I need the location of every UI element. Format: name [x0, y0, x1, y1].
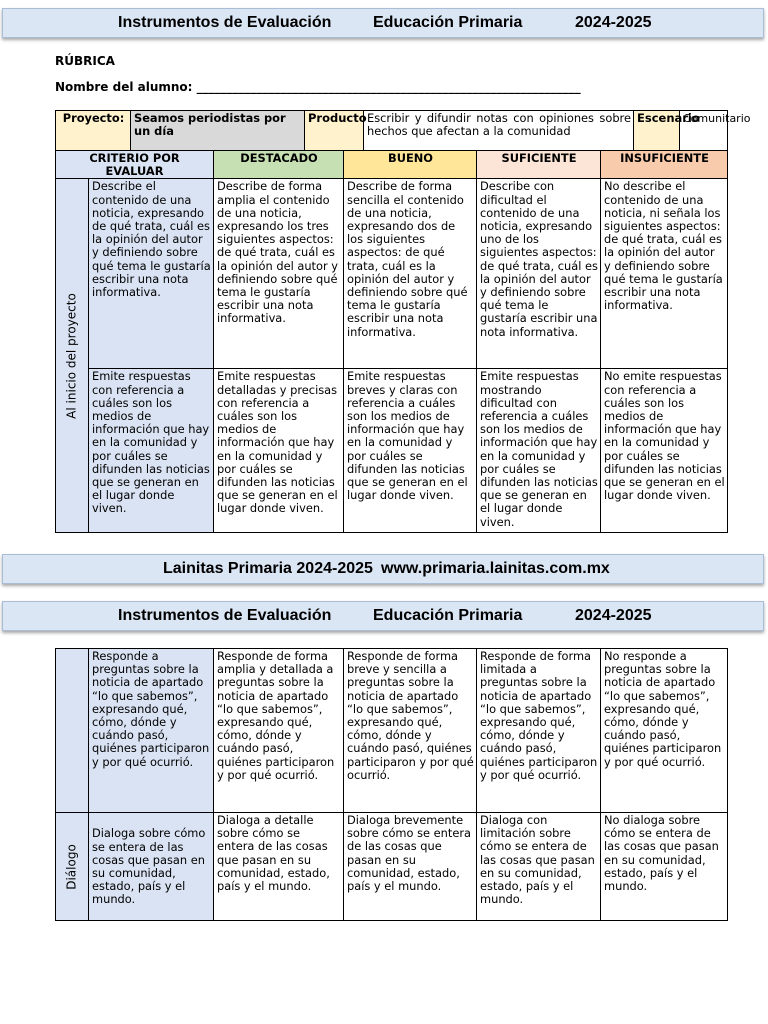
destacado-cell: Emite respuestas detalladas y precisas con referencia a cuáles son los medios de información que hay en la comunidad y por cuáles se difunden las noticias que se generan en el lugar donde viven. [214, 369, 344, 533]
bueno-cell: Describe de forma sencilla el contenido de una noticia, expresando dos de los siguientes aspectos: de qué trata, cuál es la opinión del autor y definiendo sobre qué tema le gustaría escribir una nota informativa. [344, 179, 477, 369]
column-header-insuficiente: INSUFICIENTE [601, 151, 728, 179]
section-label-cell [56, 179, 89, 533]
table-row [56, 369, 728, 533]
header-title: Instrumentos de Evaluación [118, 607, 332, 624]
suficiente-cell: Describe con dificultad el contenido de una noticia, expresando uno de los siguientes aspectos: de qué trata, cuál es la opinión del autor y definiendo sobre qué tema le gustaría escribir una nota informativa. [477, 179, 601, 369]
project-name: Seamos periodistas por un día [131, 111, 305, 151]
insuficiente-cell: No dialoga sobre cómo se entera de las cosas que pasan en su comunidad, estado, país y el mundo. [601, 813, 728, 921]
header-year: 2024-2025 [575, 14, 652, 31]
section-label-cell [56, 649, 89, 813]
project-label: Proyecto: [56, 111, 131, 151]
header-title: Instrumentos de Evaluación [118, 14, 332, 31]
footer-banner [2, 554, 764, 584]
column-header-destacado: DESTACADO [214, 151, 344, 179]
header-level: Educación Primaria [373, 14, 523, 31]
insuficiente-cell: No responde a preguntas sobre la noticia de apartado “lo que sabemos”, expresando qué, cómo, dónde y cuándo pasó, quiénes participaron y por qué ocurrió. [601, 649, 728, 813]
rubric-header-row [56, 151, 728, 179]
bueno-cell: Responde de forma breve y sencilla a preguntas sobre la noticia de apartado “lo que sabemos”, expresando qué, cómo, dónde y cuándo pasó, quiénes participaron y por qué ocurrió. [344, 649, 477, 813]
rubric-table [55, 150, 728, 533]
bueno-cell: Dialoga brevemente sobre cómo se entera de las cosas que pasan en su comunidad, estado, país y el mundo. [344, 813, 477, 921]
section-label-cell [56, 813, 89, 921]
destacado-cell: Responde de forma amplia y detallada a preguntas sobre la noticia de apartado “lo que sabemos”, expresando qué, cómo, dónde y cuándo pasó, quiénes participaron y por qué ocurrió. [214, 649, 344, 813]
footer-url[interactable]: www.primaria.lainitas.com.mx [381, 560, 610, 577]
criterion-cell: Describe el contenido de una noticia, expresando de qué trata, cuál es la opinión del autor y definiendo sobre qué tema le gustaría escribir una nota informativa. [89, 179, 214, 369]
student-name-label: Nombre del alumno: ________________________________________________________________ [55, 80, 581, 94]
criterion-cell: Emite respuestas con referencia a cuáles son los medios de información que hay en la comunidad y por cuáles se difunden las noticias que se generan en el lugar donde viven. [89, 369, 214, 533]
section-label: Diálogo [64, 843, 79, 890]
insuficiente-cell: No emite respuestas con referencia a cuáles son los medios de información que hay en la comunidad y por cuáles se difunden las noticias que se generan en el lugar donde viven. [601, 369, 728, 533]
criterion-cell: Responde a preguntas sobre la noticia de apartado “lo que sabemos”, expresando qué, cómo, dónde y cuándo pasó, quiénes participaron y por qué ocurrió. [89, 649, 214, 813]
suficiente-cell: Dialoga con limitación sobre cómo se entera de las cosas que pasan en su comunidad, estado, país y el mundo. [477, 813, 601, 921]
header-year: 2024-2025 [575, 607, 652, 624]
destacado-cell: Describe de forma amplia el contenido de una noticia, expresando los tres siguientes aspectos: de qué trata, cuál es la opinión del autor y definiendo sobre qué tema le gustaría escribir una nota informativa. [214, 179, 344, 369]
column-header-suficiente: SUFICIENTE [477, 151, 601, 179]
criterion-cell: Dialoga sobre cómo se entera de las cosas que pasan en su comunidad, estado, país y el mundo. [89, 813, 214, 921]
suficiente-cell: Emite respuestas mostrando dificultad con referencia a cuáles son los medios de información que hay en la comunidad y por cuáles se difunden las noticias que se generan en el lugar donde viven. [477, 369, 601, 533]
suficiente-cell: Responde de forma limitada a preguntas sobre la noticia de apartado “lo que sabemos”, expresando qué, cómo, dónde y cuándo pasó, quiénes participaron y por qué ocurrió. [477, 649, 601, 813]
scenario-label: Escenario [634, 111, 680, 151]
rubric-table-page-2 [55, 648, 728, 921]
footer-site-name: Lainitas Primaria 2024-2025 [163, 560, 373, 577]
product-value: Escribir y difundir notas con opiniones sobre hechos que afectan a la comunidad [364, 111, 634, 151]
rubric-label: RÚBRICA [55, 54, 115, 68]
header-level: Educación Primaria [373, 607, 523, 624]
section-label: Al inicio del proyecto [64, 293, 79, 419]
column-header-criterion: CRITERIO POR EVALUAR [56, 151, 214, 179]
product-label: Producto [305, 111, 364, 151]
project-info-table [55, 110, 751, 151]
header-banner-page-2 [2, 601, 764, 631]
table-row [56, 649, 728, 813]
insuficiente-cell: No describe el contenido de una noticia, ni señala los siguientes aspectos: de qué trata, cuál es la opinión del autor y definiendo sobre qué tema le gustaría escribir una nota informativa. [601, 179, 728, 369]
column-header-bueno: BUENO [344, 151, 477, 179]
table-row [56, 813, 728, 921]
destacado-cell: Dialoga a detalle sobre cómo se entera de las cosas que pasan en su comunidad, estado, país y el mundo. [214, 813, 344, 921]
header-banner [2, 8, 764, 38]
table-row [56, 179, 728, 369]
scenario-value: Comunitario [680, 111, 728, 151]
bueno-cell: Emite respuestas breves y claras con referencia a cuáles son los medios de información que hay en la comunidad y por cuáles se difunden las noticias que se generan en el lugar donde viven. [344, 369, 477, 533]
